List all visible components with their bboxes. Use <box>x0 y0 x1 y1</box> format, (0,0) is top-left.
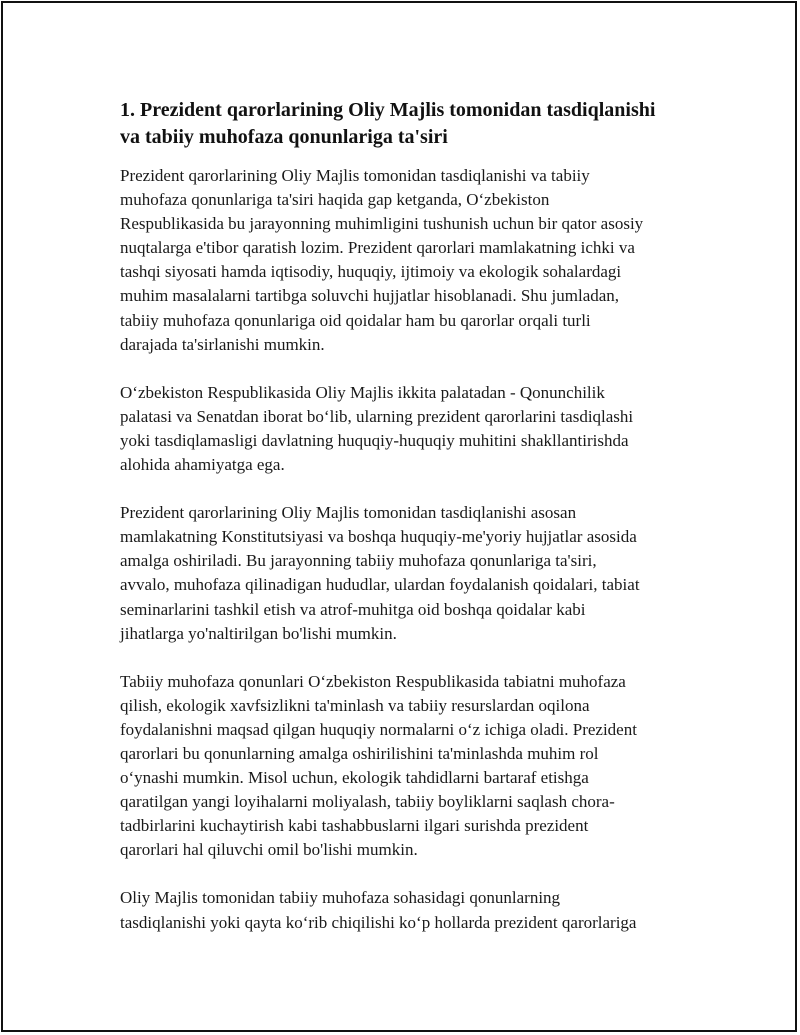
paragraph-1 <box>120 164 700 357</box>
text-line: jihatlarga yo'naltirilgan bo'lishi mumkin. <box>120 623 397 643</box>
text-line: O‘zbekiston Respublikasida Oliy Majlis ikkita palatadan - Qonunchilik <box>120 382 605 402</box>
text-line: qilish, ekologik xavfsizlikni ta'minlash va tabiiy resurslardan oqilona <box>120 695 590 715</box>
text-line: avvalo, muhofaza qilinadigan hududlar, ulardan foydalanish qoidalari, tabiat <box>120 575 640 595</box>
paragraph-5 <box>120 886 700 934</box>
text-line: tadbirlarini kuchaytirish kabi tashabbuslarni ilgari surishda prezident <box>120 816 589 836</box>
section-heading <box>120 97 700 151</box>
text-line: Prezident qarorlarining Oliy Majlis tomonidan tasdiqlanishi asosan <box>120 503 577 523</box>
text-line: o‘ynashi mumkin. Misol uchun, ekologik tahdidlarni bartaraf etishga <box>120 768 589 788</box>
text-line: amalga oshiriladi. Bu jarayonning tabiiy muhofaza qonunlariga ta'siri, <box>120 551 597 571</box>
text-line: mamlakatning Konstitutsiyasi va boshqa huquqiy-me'yoriy hujjatlar asosida <box>120 527 637 547</box>
text-line: qaratilgan yangi loyihalarni moliyalash, tabiiy boyliklarni saqlash chora- <box>120 792 615 812</box>
paragraph-2 <box>120 381 700 477</box>
text-line: tasdiqlanishi yoki qayta ko‘rib chiqilishi ko‘p hollarda prezident qarorlariga <box>120 912 637 932</box>
text-line: tabiiy muhofaza qonunlariga oid qoidalar ham bu qarorlar orqali turli <box>120 310 591 330</box>
document-body <box>120 97 700 959</box>
text-line: seminarlarini tashkil etish va atrof-muhitga oid boshqa qoidalar kabi <box>120 599 586 619</box>
text-line: foydalanishni maqsad qilgan huquqiy normalarni o‘z ichiga oladi. Prezident <box>120 719 637 739</box>
text-line: qarorlari hal qiluvchi omil bo'lishi mumkin. <box>120 840 418 860</box>
text-line: yoki tasdiqlamasligi davlatning huquqiy-huquqiy muhitini shakllantirishda <box>120 430 629 450</box>
text-line: palatasi va Senatdan iborat bo‘lib, ularning prezident qarorlarini tasdiqlashi <box>120 406 634 426</box>
heading-line: va tabiiy muhofaza qonunlariga ta'siri <box>120 126 448 148</box>
text-line: tashqi siyosati hamda iqtisodiy, huquqiy, ijtimoiy va ekologik sohalardagi <box>120 262 622 282</box>
heading-line: 1. Prezident qarorlarining Oliy Majlis tomonidan tasdiqlanishi <box>120 99 656 121</box>
document-page <box>1 1 797 1032</box>
text-line: Prezident qarorlarining Oliy Majlis tomonidan tasdiqlanishi va tabiiy <box>120 166 590 185</box>
paragraph-4 <box>120 670 700 863</box>
text-line: Oliy Majlis tomonidan tabiiy muhofaza sohasidagi qonunlarning <box>120 888 561 908</box>
text-line: qarorlari bu qonunlarning amalga oshirilishini ta'minlashda muhim rol <box>120 743 599 763</box>
text-line: alohida ahamiyatga ega. <box>120 455 285 475</box>
text-line: muhim masalalarni tartibga soluvchi hujjatlar hisoblanadi. Shu jumladan, <box>120 286 620 306</box>
paragraph-3 <box>120 501 700 646</box>
text-line: Tabiiy muhofaza qonunlari O‘zbekiston Respublikasida tabiatni muhofaza <box>120 671 626 691</box>
text-line: nuqtalarga e'tibor qaratish lozim. Prezident qarorlari mamlakatning ichki va <box>120 238 635 258</box>
text-line: darajada ta'sirlanishi mumkin. <box>120 334 325 354</box>
text-line: muhofaza qonunlariga ta'siri haqida gap ketganda, O‘zbekiston <box>120 190 550 210</box>
text-line: Respublikasida bu jarayonning muhimligini tushunish uchun bir qator asosiy <box>120 214 644 234</box>
